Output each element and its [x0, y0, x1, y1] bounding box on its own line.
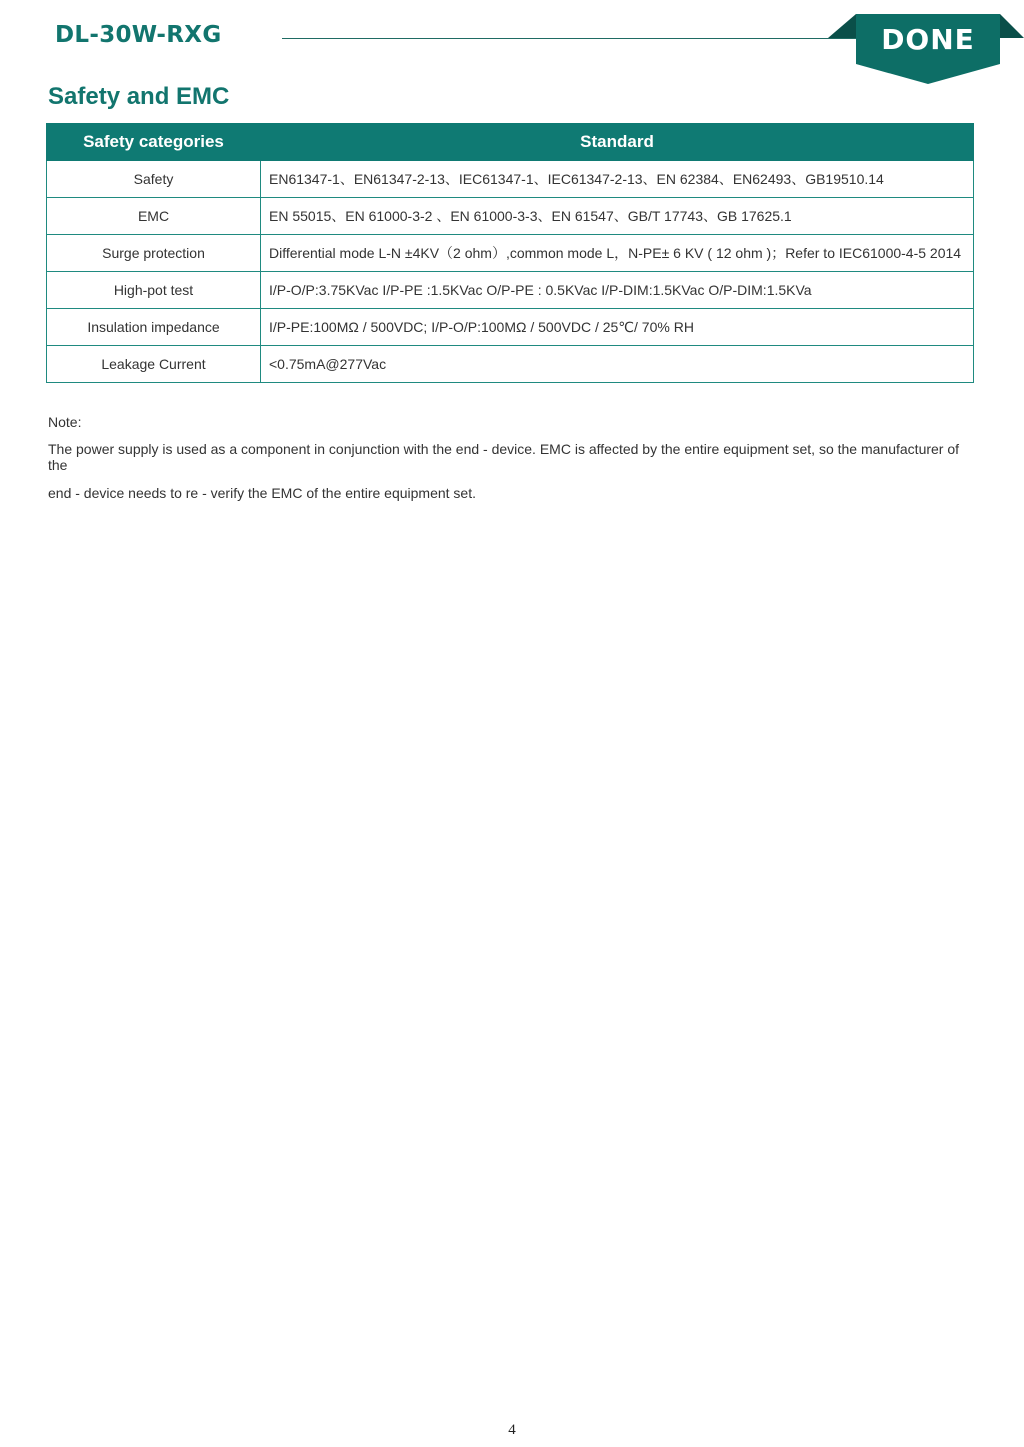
table-header-row	[47, 124, 974, 161]
row-standard: EN61347-1、EN61347-2-13、IEC61347-1、IEC61347-2-13、EN 62384、EN62493、GB19510.14	[261, 161, 974, 198]
safety-emc-table	[46, 123, 974, 383]
row-category: Leakage Current	[47, 346, 261, 383]
table-row	[47, 309, 974, 346]
note-label: Note:	[48, 414, 82, 430]
row-standard: I/P-O/P:3.75KVac I/P-PE :1.5KVac O/P-PE : 0.5KVac I/P-DIM:1.5KVac O/P-DIM:1.5KVa	[261, 272, 974, 309]
note-text-line-2: end - device needs to re - verify the EMC of the entire equipment set.	[48, 485, 476, 501]
brand-logo	[828, 12, 1024, 86]
header-standard: Standard	[261, 124, 974, 161]
row-category: EMC	[47, 198, 261, 235]
row-standard: Differential mode L-N ±4KV（2 ohm）,common mode L，N-PE± 6 KV ( 12 ohm )；Refer to IEC61000-4-5 2014	[261, 235, 974, 272]
row-standard: <0.75mA@277Vac	[261, 346, 974, 383]
row-category: Safety	[47, 161, 261, 198]
row-category: High-pot test	[47, 272, 261, 309]
row-standard: I/P-PE:100MΩ / 500VDC; I/P-O/P:100MΩ / 500VDC / 25℃/ 70% RH	[261, 309, 974, 346]
note-text-line-1: The power supply is used as a component in conjunction with the end - device. EMC is affected by the entire equipment set, so the manufacturer of the	[48, 441, 960, 473]
logo-text: DONE	[881, 23, 975, 56]
table-row	[47, 272, 974, 309]
header-safety-categories: Safety categories	[47, 124, 261, 161]
page-number: 4	[508, 1422, 516, 1438]
section-title: Safety and EMC	[48, 83, 230, 110]
row-category: Surge protection	[47, 235, 261, 272]
table-row	[47, 198, 974, 235]
row-category: Insulation impedance	[47, 309, 261, 346]
table-row	[47, 235, 974, 272]
row-standard: EN 55015、EN 61000-3-2 、EN 61000-3-3、EN 61547、GB/T 17743、GB 17625.1	[261, 198, 974, 235]
table-row	[47, 161, 974, 198]
table-row	[47, 346, 974, 383]
header-rule	[282, 38, 862, 39]
product-model: DL-30W-RXG	[55, 22, 222, 48]
